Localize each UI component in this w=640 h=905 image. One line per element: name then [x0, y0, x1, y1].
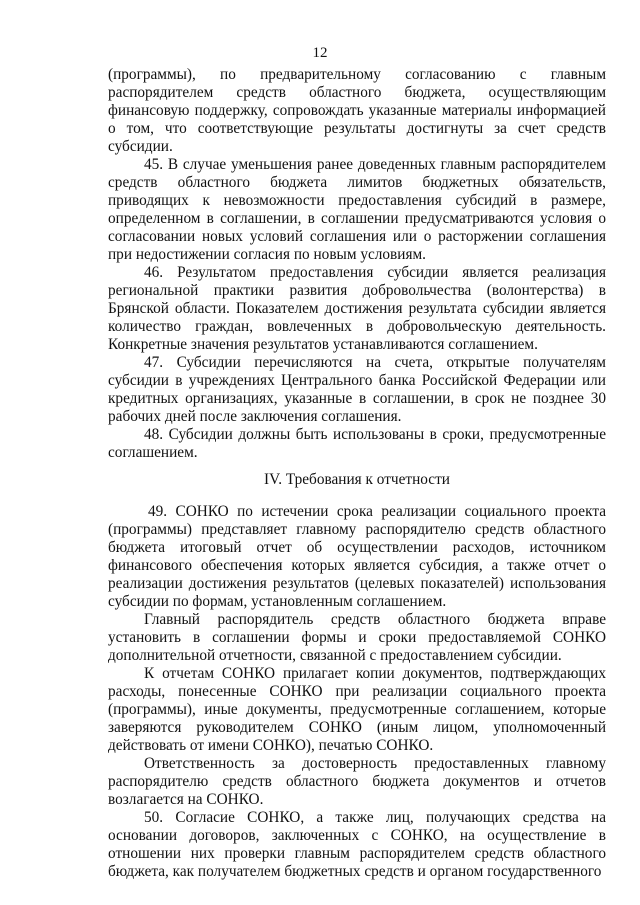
paragraph-49: 49. СОНКО по истечении срока реализации социального проекта (программы) представляет главному распорядителю средств областного бюджета итоговый отчет об осуществлении расходов, источником финансового обеспечения которых является субсидия, а также отчет о реализации достижения результатов (целевых показателей) использования субсидии по формам, установленным соглашением.	[108, 503, 606, 610]
paragraph-47: 47. Субсидии перечисляются на счета, открытые получателям субсидии в учреждениях Центрального банка Российской Федерации или кредитных организациях, указанные в соглашении, в срок не позднее 30 рабочих дней после заключения соглашения.	[108, 354, 606, 425]
section-heading: IV. Требования к отчетности	[264, 471, 450, 488]
page-number: 12	[312, 45, 328, 61]
paragraph-50: 50. Согласие СОНКО, а также лиц, получающих средства на основании договоров, заключенных с СОНКО, на осуществление в отношении них проверки главным распорядителем средств областного бюджета, как получателем бюджетных средств и органом государственного	[108, 809, 606, 880]
paragraph-49-responsibility: Ответственность за достоверность предоставленных главному распорядителю средств областного бюджета документов и отчетов возлагается на СОНКО.	[108, 755, 606, 808]
document-body	[108, 66, 606, 881]
paragraph-45: 45. В случае уменьшения ранее доведенных главным распорядителем средств областного бюджета лимитов бюджетных обязательств, приводящих к невозможности предоставления субсидий в размере, определенном в соглашении, в соглашении предусматриваются условия о согласовании новых условий соглашения или о расторжении соглашения при недостижении согласия по новым условиям.	[108, 156, 606, 263]
paragraph-continuation: (программы), по предварительному согласованию с главным распорядителем средств областного бюджета, осуществляющим финансовую поддержку, сопровождать указанные материалы информацией о том, что соответствующие результаты достигнуты за счет средств субсидии.	[108, 66, 606, 155]
paragraph-46: 46. Результатом предоставления субсидии является реализация региональной практики развития добровольчества (волонтерства) в Брянской области. Показателем достижения результата субсидии является количество граждан, вовлеченных в добровольческую деятельность. Конкретные значения результатов устанавливаются соглашением.	[108, 264, 606, 353]
paragraph-49-attachments: К отчетам СОНКО прилагает копии документов, подтверждающих расходы, понесенные СОНКО при реализации социального проекта (программы), иные документы, предусмотренные соглашением, которые заверяются руководителем СОНКО (иным лицом, уполномоченный действовать от имени СОНКО), печатью СОНКО.	[108, 665, 606, 754]
paragraph-48: 48. Субсидии должны быть использованы в сроки, предусмотренные соглашением.	[108, 426, 606, 461]
paragraph-49-main-administrator: Главный распорядитель средств областного бюджета вправе установить в соглашении формы и сроки предоставляемой СОНКО дополнительной отчетности, связанной с предоставлением субсидии.	[108, 611, 606, 664]
